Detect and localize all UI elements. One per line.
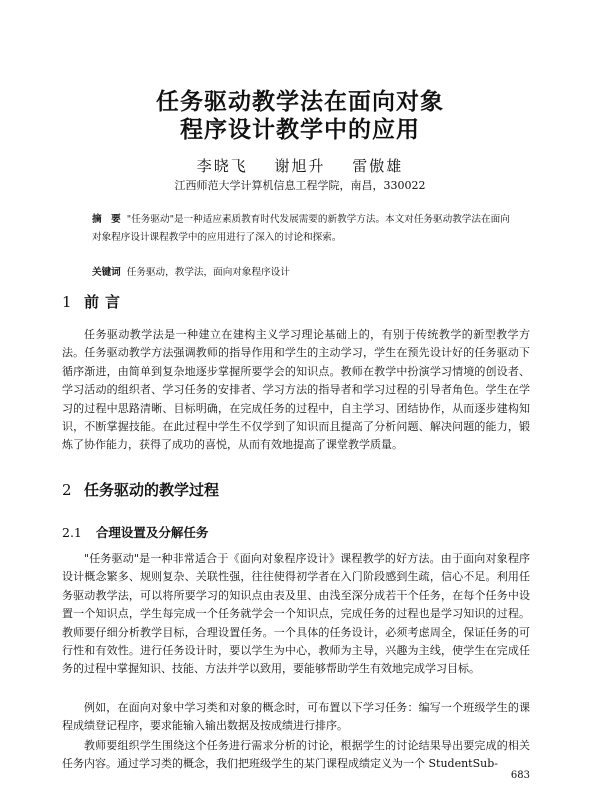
keywords-label: 关键词 <box>92 267 121 278</box>
section-number: 1 <box>62 293 72 311</box>
section-number: 2 <box>62 481 72 499</box>
author-name: 雷傲雄 <box>352 157 404 175</box>
body-paragraph: "任务驱动"是一种非常适合于《面向对象程序设计》课程教学的好方法。由于面向对象程序设计概念繁多、规则复杂、关联性强，往往使得初学者在入门阶段感到生疏，信心不足。利用任务驱动教学法，可以将所要学习的知识点由表及里、由浅至深分成若干个任务，在每个任务中设置一个知识点，学生每完成一个任务就学会一个知识点，完成任务的过程也是学习知识的过程。教师要仔细分析教学目标，合理设置任务。一个具体的任务设计，必须考虑周全，保证任务的可行性和有效性。进行任务设计时，要以学生为中心，教师为主导，兴趣为主线，使学生在完成任务的过程中掌握知识、技能、方法并学以致用，要能够帮助学生有效地完成学习目标。 <box>62 552 530 676</box>
abstract <box>92 211 512 247</box>
paper-title-line-1: 任务驱动教学法在面向对象 <box>156 88 444 115</box>
subsection-number: 2.1 <box>62 525 82 540</box>
body-paragraph: 任务驱动教学法是一种建立在建构主义学习理论基础上的，有别于传统教学的新型教学方法。任务驱动教学方法强调教师的指导作用和学生的主动学习，学生在预先设计好的任务驱动下循序渐进，由简单到复杂地逐步掌握所要学会的知识点。教师在教学中扮演学习情境的创设者、学习活动的组织者、学习任务的安排者、学习方法的指导者和学习过程的引导者角色。学生在学习的过程中思路清晰、目标明确，在完成任务的过程中，自主学习、团结协作，从而逐步建构知识，不断掌握技能。在此过程中学生不仅学到了知识而且提高了分析问题、解决问题的能力，锻炼了协作能力，获得了成功的喜悦，从而有效地提高了课堂教学质量。 <box>62 328 530 452</box>
author-name: 李晓飞 <box>196 157 248 175</box>
subsection-title: 合理设置及分解任务 <box>95 525 209 540</box>
keywords-text: 任务驱动，教学法，面向对象程序设计 <box>126 267 290 278</box>
body-paragraph: 例如，在面向对象中学习类和对象的概念时，可布置以下学习任务：编写一个班级学生的课程成绩登记程序，要求能输入输出数据及按成绩进行排序。 <box>62 701 530 733</box>
author-name: 谢旭升 <box>274 157 326 175</box>
subsection-2-1-heading <box>62 525 208 541</box>
author-affiliation: 江西师范大学计算机信息工程学院，南昌，330022 <box>174 179 426 192</box>
section-title: 前言 <box>84 293 127 311</box>
section-2-heading <box>62 480 219 500</box>
paper-title-line-2: 程序设计教学中的应用 <box>180 116 420 143</box>
section-title: 任务驱动的教学过程 <box>84 481 220 499</box>
section-1-heading <box>62 292 126 312</box>
author-list <box>0 157 600 175</box>
page-number: 683 <box>510 770 530 781</box>
abstract-label: 摘 要 <box>92 214 121 225</box>
abstract-text: "任务驱动"是一种适应素质教育时代发展需要的新教学方法。本文对任务驱动教学法在面向对象程序设计课程教学中的应用进行了深入的讨论和探索。 <box>92 214 510 243</box>
keywords <box>92 266 512 280</box>
body-paragraph: 教师要组织学生围绕这个任务进行需求分析的讨论，根据学生的讨论结果导出要完成的相关任务内容。通过学习类的概念，我们把班级学生的某门课程成绩定义为一个 StudentSub- <box>62 739 530 771</box>
